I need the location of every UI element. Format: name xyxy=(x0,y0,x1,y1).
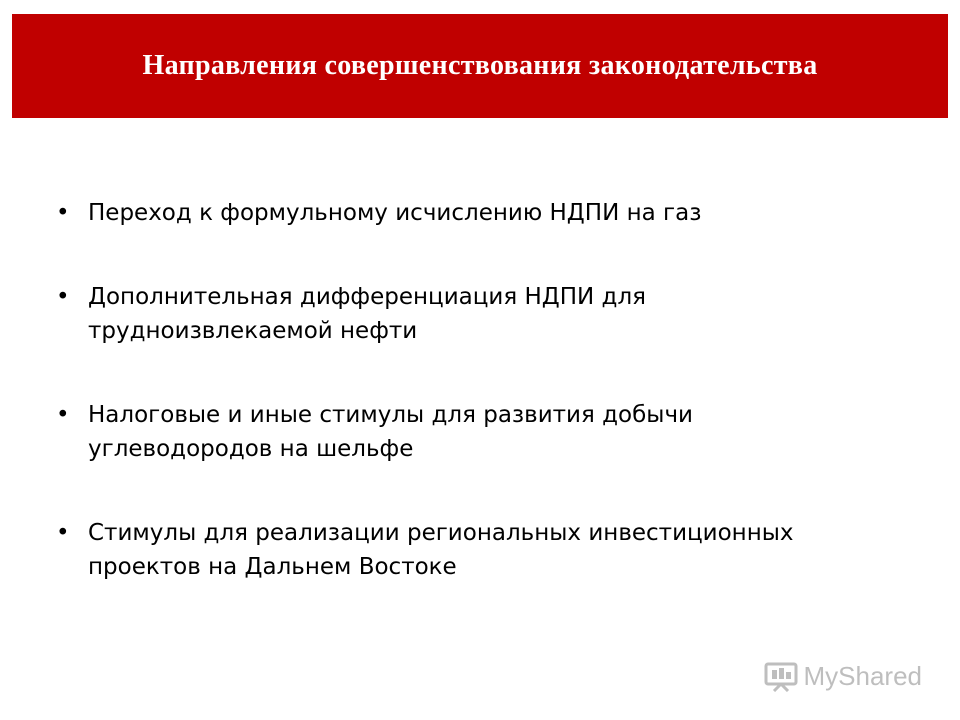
presentation-icon xyxy=(764,662,798,692)
watermark-logo xyxy=(764,661,923,692)
bullet-item-3 xyxy=(56,398,776,466)
watermark-text: MyShared xyxy=(803,661,922,691)
bullet-marker: • xyxy=(56,402,70,428)
bullet-item-4 xyxy=(56,516,896,584)
bullet-list xyxy=(56,196,916,584)
slide-title: Направления совершенствования законодательства xyxy=(142,50,818,81)
bullet-text: Налоговые и иные стимулы для развития добычи углеводородов на шельфе xyxy=(88,402,694,462)
bullet-text: Переход к формульному исчислению НДПИ на газ xyxy=(88,200,702,226)
bullet-item-1 xyxy=(56,196,776,230)
bullet-marker: • xyxy=(56,200,70,226)
bullet-text: Стимулы для реализации региональных инвестиционных проектов на Дальнем Востоке xyxy=(88,520,794,580)
bullet-marker: • xyxy=(56,520,70,546)
bullet-marker: • xyxy=(56,284,70,310)
bullet-item-2 xyxy=(56,280,736,348)
bullet-text: Дополнительная дифференциация НДПИ для трудноизвлекаемой нефти xyxy=(88,284,646,344)
title-banner xyxy=(12,14,948,118)
